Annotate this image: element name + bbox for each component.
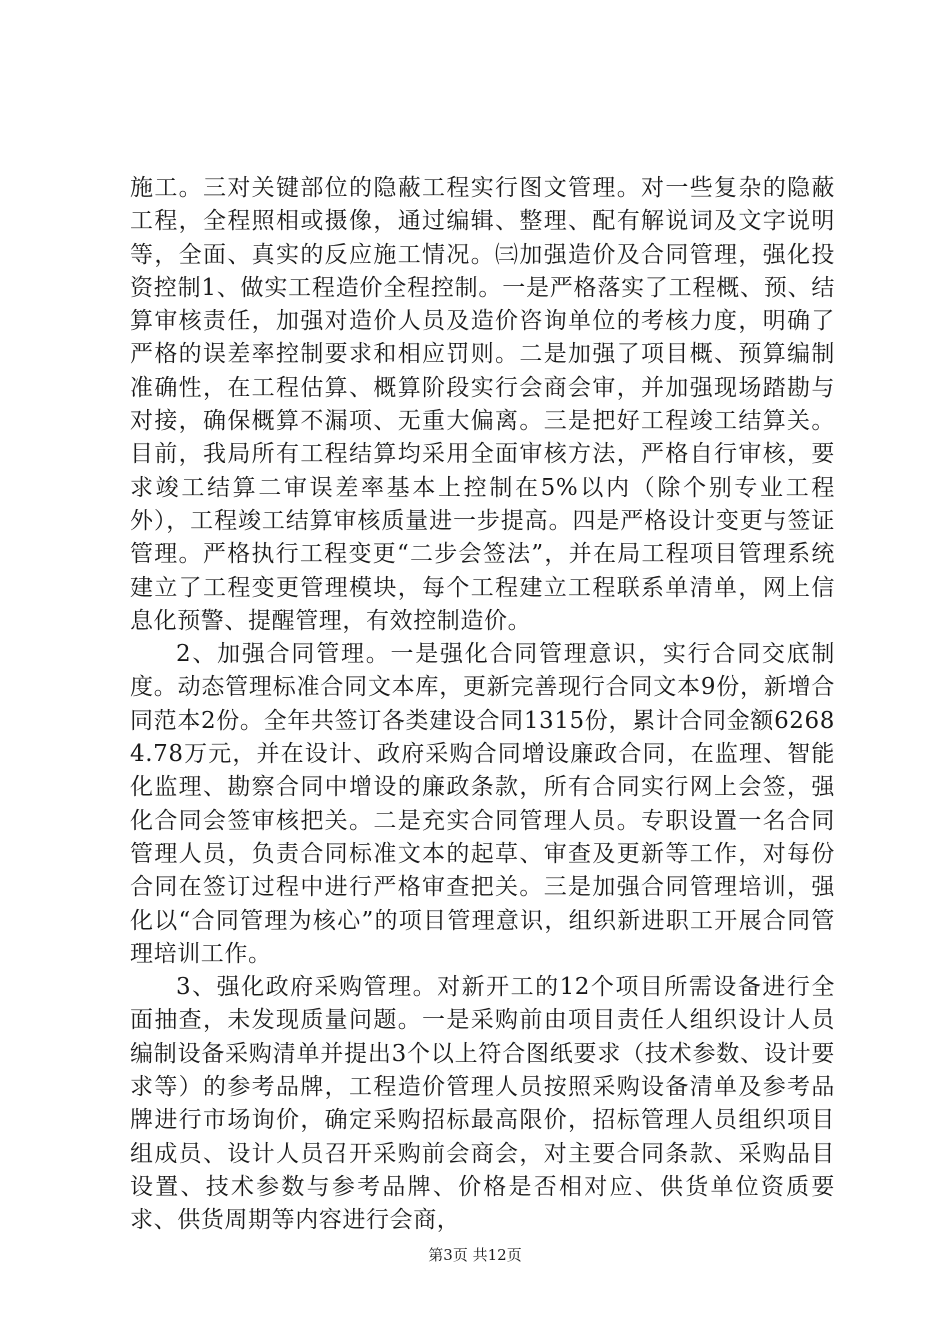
paragraph-procurement-management: 3、强化政府采购管理。对新开工的12个项目所需设备进行全面抽查，未发现质量问题。一是采购前由项目责任人组织设计人员编制设备采购清单并提出3个以上符合图纸要求（技术参数、设计要求等）的参考品牌，工程造价管理人员按照采购设备清单及参考品牌进行市场询价，确定采购招标最高限价，招标管理人员组织项目组成员、设计人员召开采购前会商会，对主要合同条款、采购品目设置、技术参数与参考品牌、价格是否相对应、供货单位资质要求、供货周期等内容进行会商，	[130, 974, 835, 1234]
page-number-footer: 第3页 共12页	[428, 1246, 522, 1264]
paragraph-contract-management: 2、加强合同管理。一是强化合同管理意识，实行合同交底制度。动态管理标准合同文本库，更新完善现行合同文本9份，新增合同范本2份。全年共签订各类建设合同1315份，累计合同金额62684.78万元，并在设计、政府采购合同增设廉政合同，在监理、智能化监理、勘察合同中增设的廉政条款，所有合同实行网上会签，强化合同会签审核把关。二是充实合同管理人员。专职设置一名合同管理人员，负责合同标准文本的起草、审查及更新等工作，对每份合同在签订过程中进行严格审查把关。三是加强合同管理培训，强化以“合同管理为核心”的项目管理意识，组织新进职工开展合同管理培训工作。	[130, 641, 835, 967]
document-body	[130, 172, 835, 1238]
paragraph-cost-control: 施工。三对关键部位的隐蔽工程实行图文管理。对一些复杂的隐蔽工程，全程照相或摄像，通过编辑、整理、配有解说词及文字说明等，全面、真实的反应施工情况。㈢加强造价及合同管理，强化投资控制1、做实工程造价全程控制。一是严格落实了工程概、预、结算审核责任，加强对造价人员及造价咨询单位的考核力度，明确了严格的误差率控制要求和相应罚则。二是加强了项目概、预算编制准确性，在工程估算、概算阶段实行会商会审，并加强现场踏勘与对接，确保概算不漏项、无重大偏离。三是把好工程竣工结算关。目前，我局所有工程结算均采用全面审核方法，严格自行审核，要求竣工结算二审误差率基本上控制在5%以内（除个别专业工程外），工程竣工结算审核质量进一步提高。四是严格设计变更与签证管理。严格执行工程变更“二步会签法”，并在局工程项目管理系统建立了工程变更管理模块，每个工程建立工程联系单清单，网上信息化预警、提醒管理，有效控制造价。	[130, 175, 835, 634]
